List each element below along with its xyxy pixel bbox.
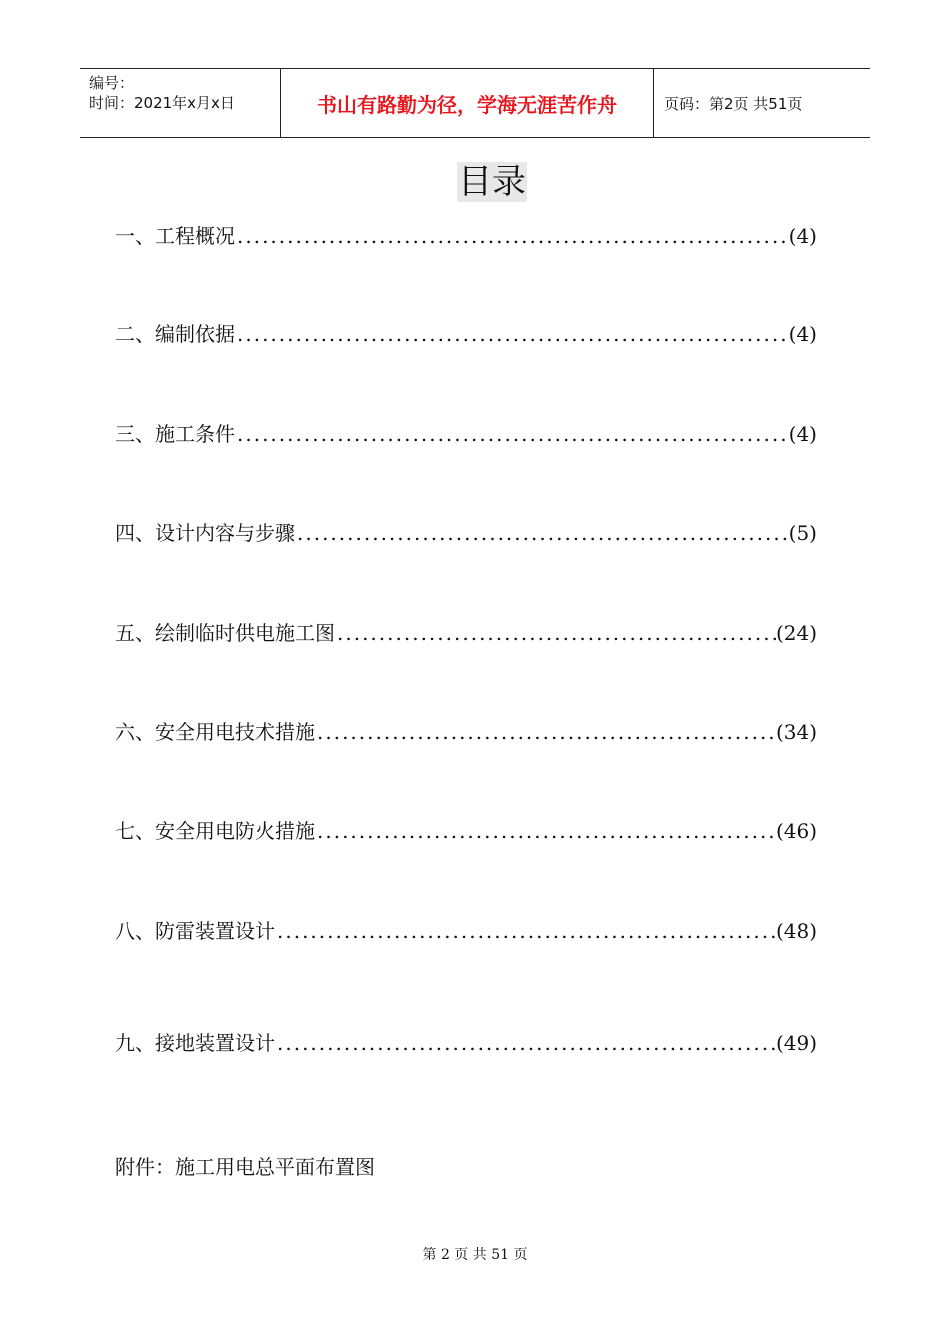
toc-item-label: 五、绘制临时供电施工图 — [115, 621, 335, 645]
motto-text: 书山有路勤为径，学海无涯苦作舟 — [317, 92, 617, 117]
page-info-text: 页码：第2页 共51页 — [664, 94, 803, 113]
toc-item[interactable] — [115, 817, 817, 845]
toc-item-label: 二、编制依据 — [115, 322, 235, 346]
time-label: 时间：2021年x月x日 — [89, 94, 235, 112]
toc-item[interactable] — [115, 519, 817, 547]
toc-leader — [295, 519, 789, 547]
toc-item-page: (24) — [775, 621, 817, 645]
toc-item-label: 九、接地装置设计 — [115, 1031, 275, 1055]
toc-item-page: (34) — [775, 720, 817, 744]
header-page-info — [654, 69, 870, 137]
toc-leader — [235, 222, 789, 250]
toc-item-page: (4) — [788, 322, 817, 346]
toc-item[interactable] — [115, 222, 817, 250]
header-meta — [80, 69, 281, 137]
toc-leader — [275, 917, 776, 945]
toc-item[interactable] — [115, 320, 817, 348]
toc-item[interactable] — [115, 1029, 817, 1057]
attachment-note: 附件：施工用电总平面布置图 — [115, 1155, 375, 1179]
toc-title: 目录 — [458, 162, 526, 202]
toc-leader — [315, 718, 776, 746]
toc-leader — [275, 1029, 776, 1057]
toc-item-label: 四、设计内容与步骤 — [115, 521, 295, 545]
toc-item-page: (48) — [775, 919, 817, 943]
toc-item-label: 八、防雷装置设计 — [115, 919, 275, 943]
page-footer: 第 2 页 共 51 页 — [422, 1247, 528, 1263]
toc-leader — [235, 420, 789, 448]
toc-item[interactable] — [115, 619, 817, 647]
toc-item-page: (4) — [788, 422, 817, 446]
toc-leader — [335, 619, 776, 647]
toc-item[interactable] — [115, 917, 817, 945]
document-header — [80, 68, 870, 138]
toc-leader — [315, 817, 776, 845]
toc-item-label: 七、安全用电防火措施 — [115, 819, 315, 843]
toc-item-page: (49) — [775, 1031, 817, 1055]
toc-item[interactable] — [115, 420, 817, 448]
number-label: 编号： — [89, 74, 135, 92]
toc-item-page: (46) — [775, 819, 817, 843]
toc-item[interactable] — [115, 718, 817, 746]
toc-item-label: 六、安全用电技术措施 — [115, 720, 315, 744]
toc-leader — [235, 320, 789, 348]
toc-item-page: (5) — [788, 521, 817, 545]
toc-item-page: (4) — [788, 224, 817, 248]
toc-item-label: 三、施工条件 — [115, 422, 235, 446]
header-motto — [281, 69, 654, 137]
toc-item-label: 一、工程概况 — [115, 224, 235, 248]
